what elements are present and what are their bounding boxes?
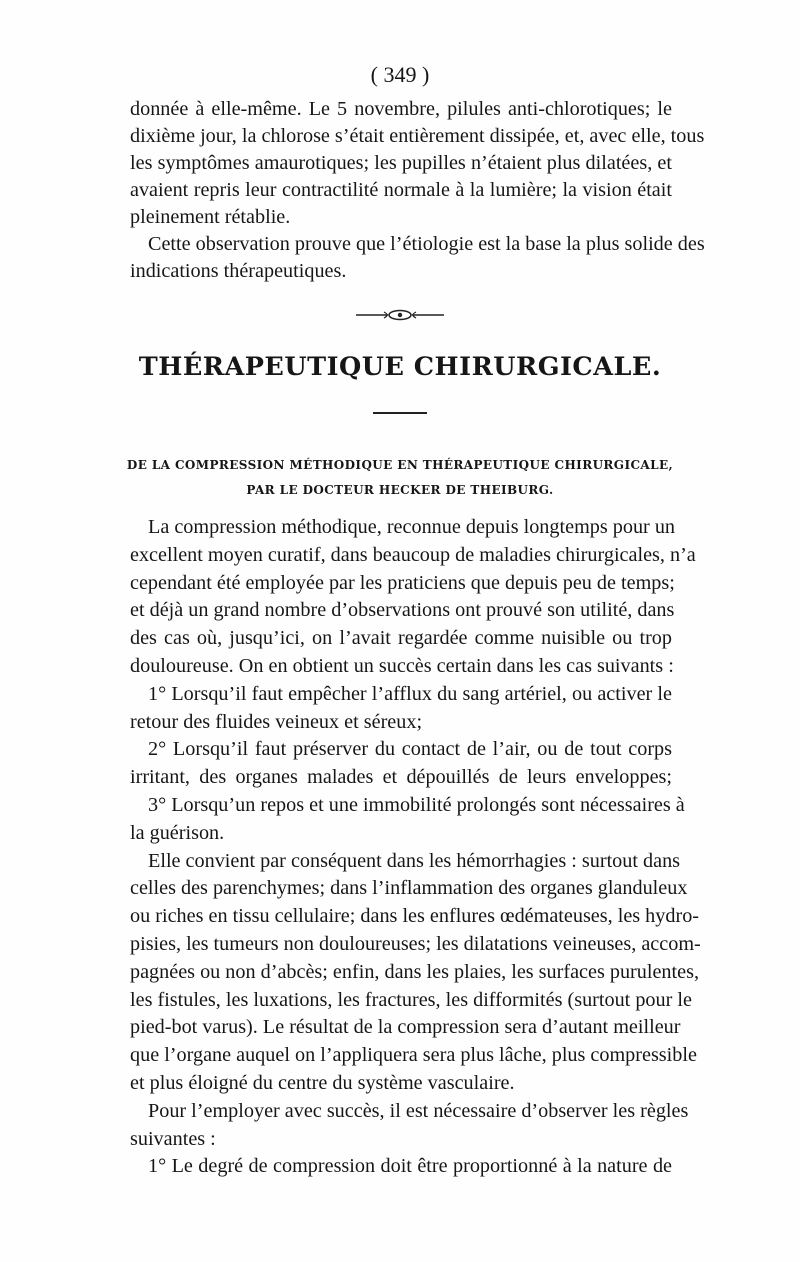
text-line: la guérison. [130,821,225,844]
text-line: 3° Lorsqu’un repos et une immobilité prolongés sont nécessaires à [148,793,685,816]
text-line: pleinement rétablie. [130,206,291,228]
text-line: La compression méthodique, reconnue depuis longtemps pour un [148,516,676,538]
article-body [130,514,701,1181]
text-line: pagnées ou non d’abcès; enfin, dans les plaies, les surfaces purulentes, [130,960,699,983]
fleuron-ornament-icon [354,309,446,321]
text-line: Elle convient par conséquent dans les hémorrhagies : surtout dans [148,849,681,872]
text-line: donnée à elle-même. Le 5 novembre, pilules anti-chlorotiques; le [130,98,672,120]
text-line: indications thérapeutiques. [130,260,347,282]
text-line: que l’organe auquel on l’appliquera sera plus lâche, plus compressible [130,1044,697,1067]
text-line: cependant été employée par les praticiens que depuis peu de temps; [130,571,675,594]
text-line: 2° Lorsqu’il faut préserver du contact de l’air, ou de tout corps [148,738,672,761]
text-line: pisies, les tumeurs non douloureuses; les dilatations veineuses, accom- [130,932,701,955]
heading-divider [373,412,427,414]
article-author: PAR LE DOCTEUR HECKER DE THEIBURG. [246,483,554,497]
text-line: les fistules, les luxations, les fractures, les difformités (surtout pour le [130,988,692,1011]
text-line: 1° Le degré de compression doit être proportionné à la nature de [148,1155,672,1178]
page-number: ( 349 ) [370,62,430,87]
text-line: Pour l’employer avec succès, il est nécessaire d’observer les règles [148,1099,689,1122]
article-title: DE LA COMPRESSION MÉTHODIQUE EN THÉRAPEUTIQUE CHIRURGICALE, [126,458,674,472]
text-line: et déjà un grand nombre d’observations ont prouvé son utilité, dans [130,599,675,622]
text-line: excellent moyen curatif, dans beaucoup de maladies chirurgicales, n’a [130,543,696,566]
text-line: les symptômes amaurotiques; les pupilles n’étaient plus dilatées, et [130,152,672,174]
text-line: dixième jour, la chlorose s’était entièrement dissipée, et, avec elle, tous [130,125,705,147]
text-line: Cette observation prouve que l’étiologie est la base la plus solide des [148,233,705,255]
text-line: suivantes : [130,1127,216,1150]
text-line: celles des parenchymes; dans l’inflammation des organes glanduleux [130,877,688,900]
text-line: des cas où, jusqu’ici, on l’avait regardée comme nuisible ou trop [130,627,672,650]
text-line: irritant, des organes malades et dépouillés de leurs enveloppes; [130,766,672,789]
text-line: retour des fluides veineux et séreux; [130,710,423,733]
section-heading: THÉRAPEUTIQUE CHIRURGICALE. [138,352,662,382]
text-line: 1° Lorsqu’il faut empêcher l’afflux du sang artériel, ou activer le [148,682,672,705]
text-line: avaient repris leur contractilité normale à la lumière; la vision était [130,179,672,201]
text-line: pied-bot varus). Le résultat de la compression sera d’autant meilleur [130,1016,681,1039]
closing-paragraphs [130,96,705,285]
text-line: ou riches en tissu cellulaire; dans les enflures œdémateuses, les hydro- [130,905,700,928]
text-line: et plus éloigné du centre du système vasculaire. [130,1071,515,1094]
text-line: douloureuse. On en obtient un succès certain dans les cas suivants : [130,654,674,677]
